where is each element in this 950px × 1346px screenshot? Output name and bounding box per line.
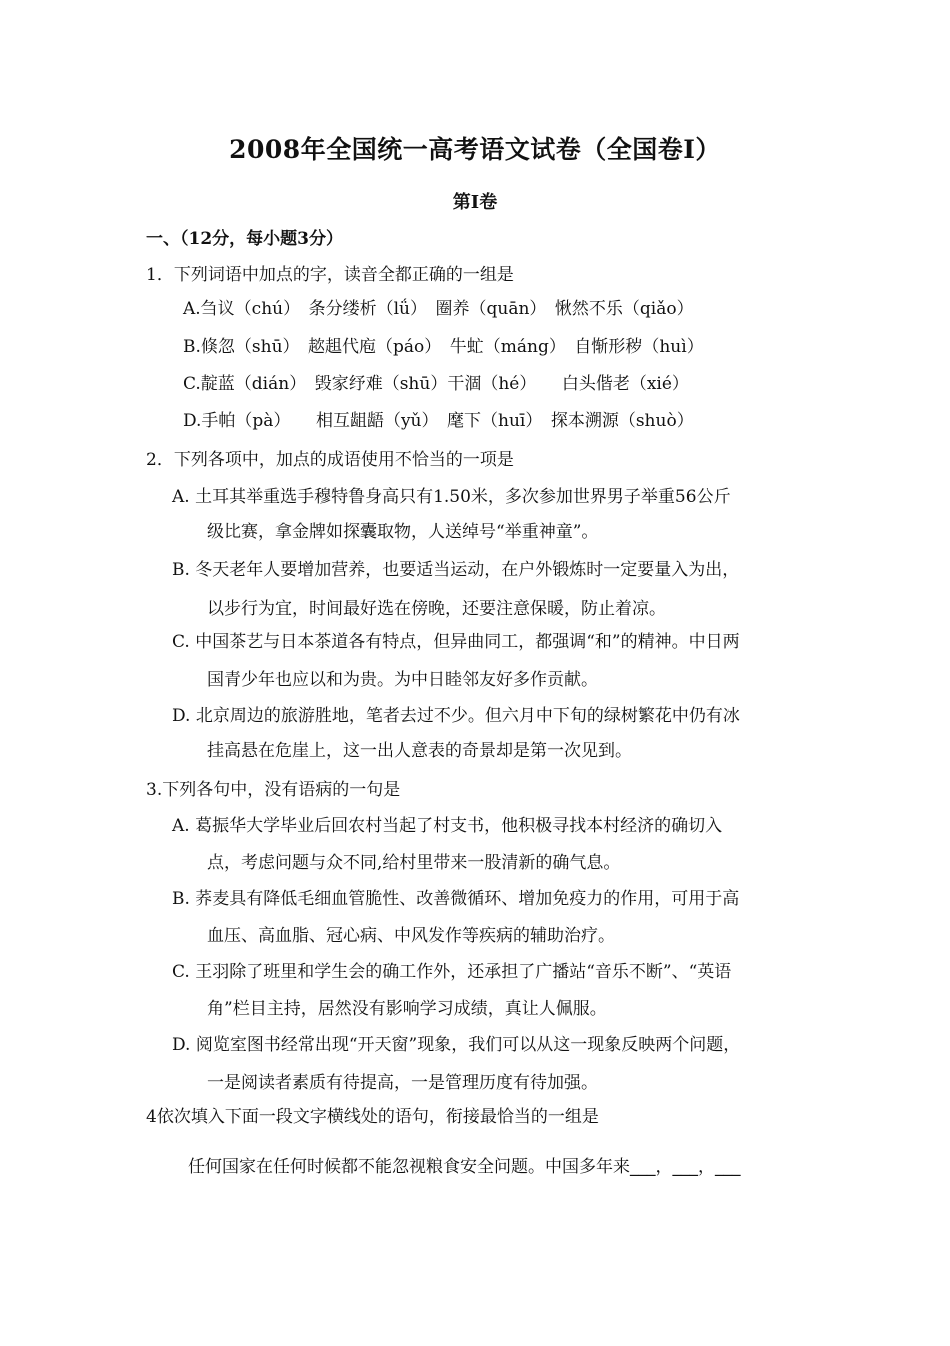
question-2-option-d: D. 北京周边的旅游胜地，笔者去过不少。但六月中下旬的绿树繁花中仍有冰	[172, 706, 740, 726]
question-3-option-d-cont: 一是阅读者素质有待提高，一是管理历度有待加强。	[207, 1073, 598, 1093]
question-3-option-c: C. 王羽除了班里和学生会的确工作外，还承担了广播站“音乐不断”、“英语	[172, 962, 732, 982]
exam-title: 2008年全国统一高考语文试卷（全国卷Ⅰ）	[229, 135, 721, 164]
question-3-option-b-cont: 血压、高血脂、冠心病、中风发作等疾病的辅助治疗。	[207, 926, 615, 946]
question-2-option-c-cont: 国青少年也应以和为贵。为中日睦邻友好多作贡献。	[207, 670, 598, 690]
section-heading: 一、（12分，每小题3分）	[146, 229, 343, 249]
question-3-option-a: A. 葛振华大学毕业后回农村当起了村支书，他积极寻找本村经济的确切入	[172, 816, 723, 836]
question-2-option-a: A. 土耳其举重选手穆特鲁身高只有1.50米，多次参加世界男子举重56公斤	[172, 487, 731, 507]
question-4-passage: 任何国家在任何时候都不能忽视粮食安全问题。中国多年来___，___，___	[188, 1157, 741, 1177]
question-1-option-d: D.手帕（pà） 相互龃龉（yǔ） 麾下（huī） 探本溯源（shuò）	[183, 411, 694, 431]
question-2-option-d-cont: 挂高悬在危崖上，这一出人意表的奇景却是第一次见到。	[207, 741, 632, 761]
question-1-option-b: B.倏忽（shū） 趑趄代庖（páo） 牛虻（máng） 自惭形秽（huì）	[183, 337, 704, 357]
question-2-option-b-cont: 以步行为宜，时间最好选在傍晚，还要注意保暖，防止着凉。	[207, 599, 666, 619]
question-3-option-c-cont: 角”栏目主持，居然没有影响学习成绩，真让人佩服。	[207, 999, 607, 1019]
question-3-option-b: B. 荞麦具有降低毛细血管脆性、改善微循环、增加免疫力的作用，可用于高	[172, 889, 740, 909]
question-2-option-c: C. 中国茶艺与日本茶道各有特点，但异曲同工，都强调“和”的精神。中日两	[172, 632, 740, 652]
question-4-stem: 4依次填入下面一段文字横线处的语句，衔接最恰当的一组是	[146, 1107, 599, 1127]
question-2-stem: 2．下列各项中，加点的成语使用不恰当的一项是	[146, 450, 514, 470]
volume-heading: 第Ⅰ卷	[452, 192, 498, 213]
question-2-option-a-cont: 级比赛，拿金牌如探囊取物，人送绰号“举重神童”。	[207, 522, 599, 542]
question-2-option-b: B. 冬天老年人要增加营养，也要适当运动，在户外锻炼时一定要量入为出，	[172, 560, 740, 580]
question-1-stem: 1．下列词语中加点的字，读音全都正确的一组是	[146, 265, 514, 285]
question-3-option-d: D. 阅览室图书经常出现“开天窗”现象，我们可以从这一现象反映两个问题，	[172, 1035, 741, 1055]
question-3-option-a-cont: 点，考虑问题与众不同,给村里带来一股清新的确气息。	[207, 853, 621, 873]
question-3-stem: 3.下列各句中，没有语病的一句是	[146, 780, 401, 800]
question-1-option-a: A.刍议（chú） 条分缕析（lǘ） 圈养（quān） 愀然不乐（qiǎo）	[183, 299, 694, 319]
question-1-option-c: C.靛蓝（dián） 毁家纾难（shū）干涸（hé） 白头偕老（xié）	[183, 374, 689, 394]
